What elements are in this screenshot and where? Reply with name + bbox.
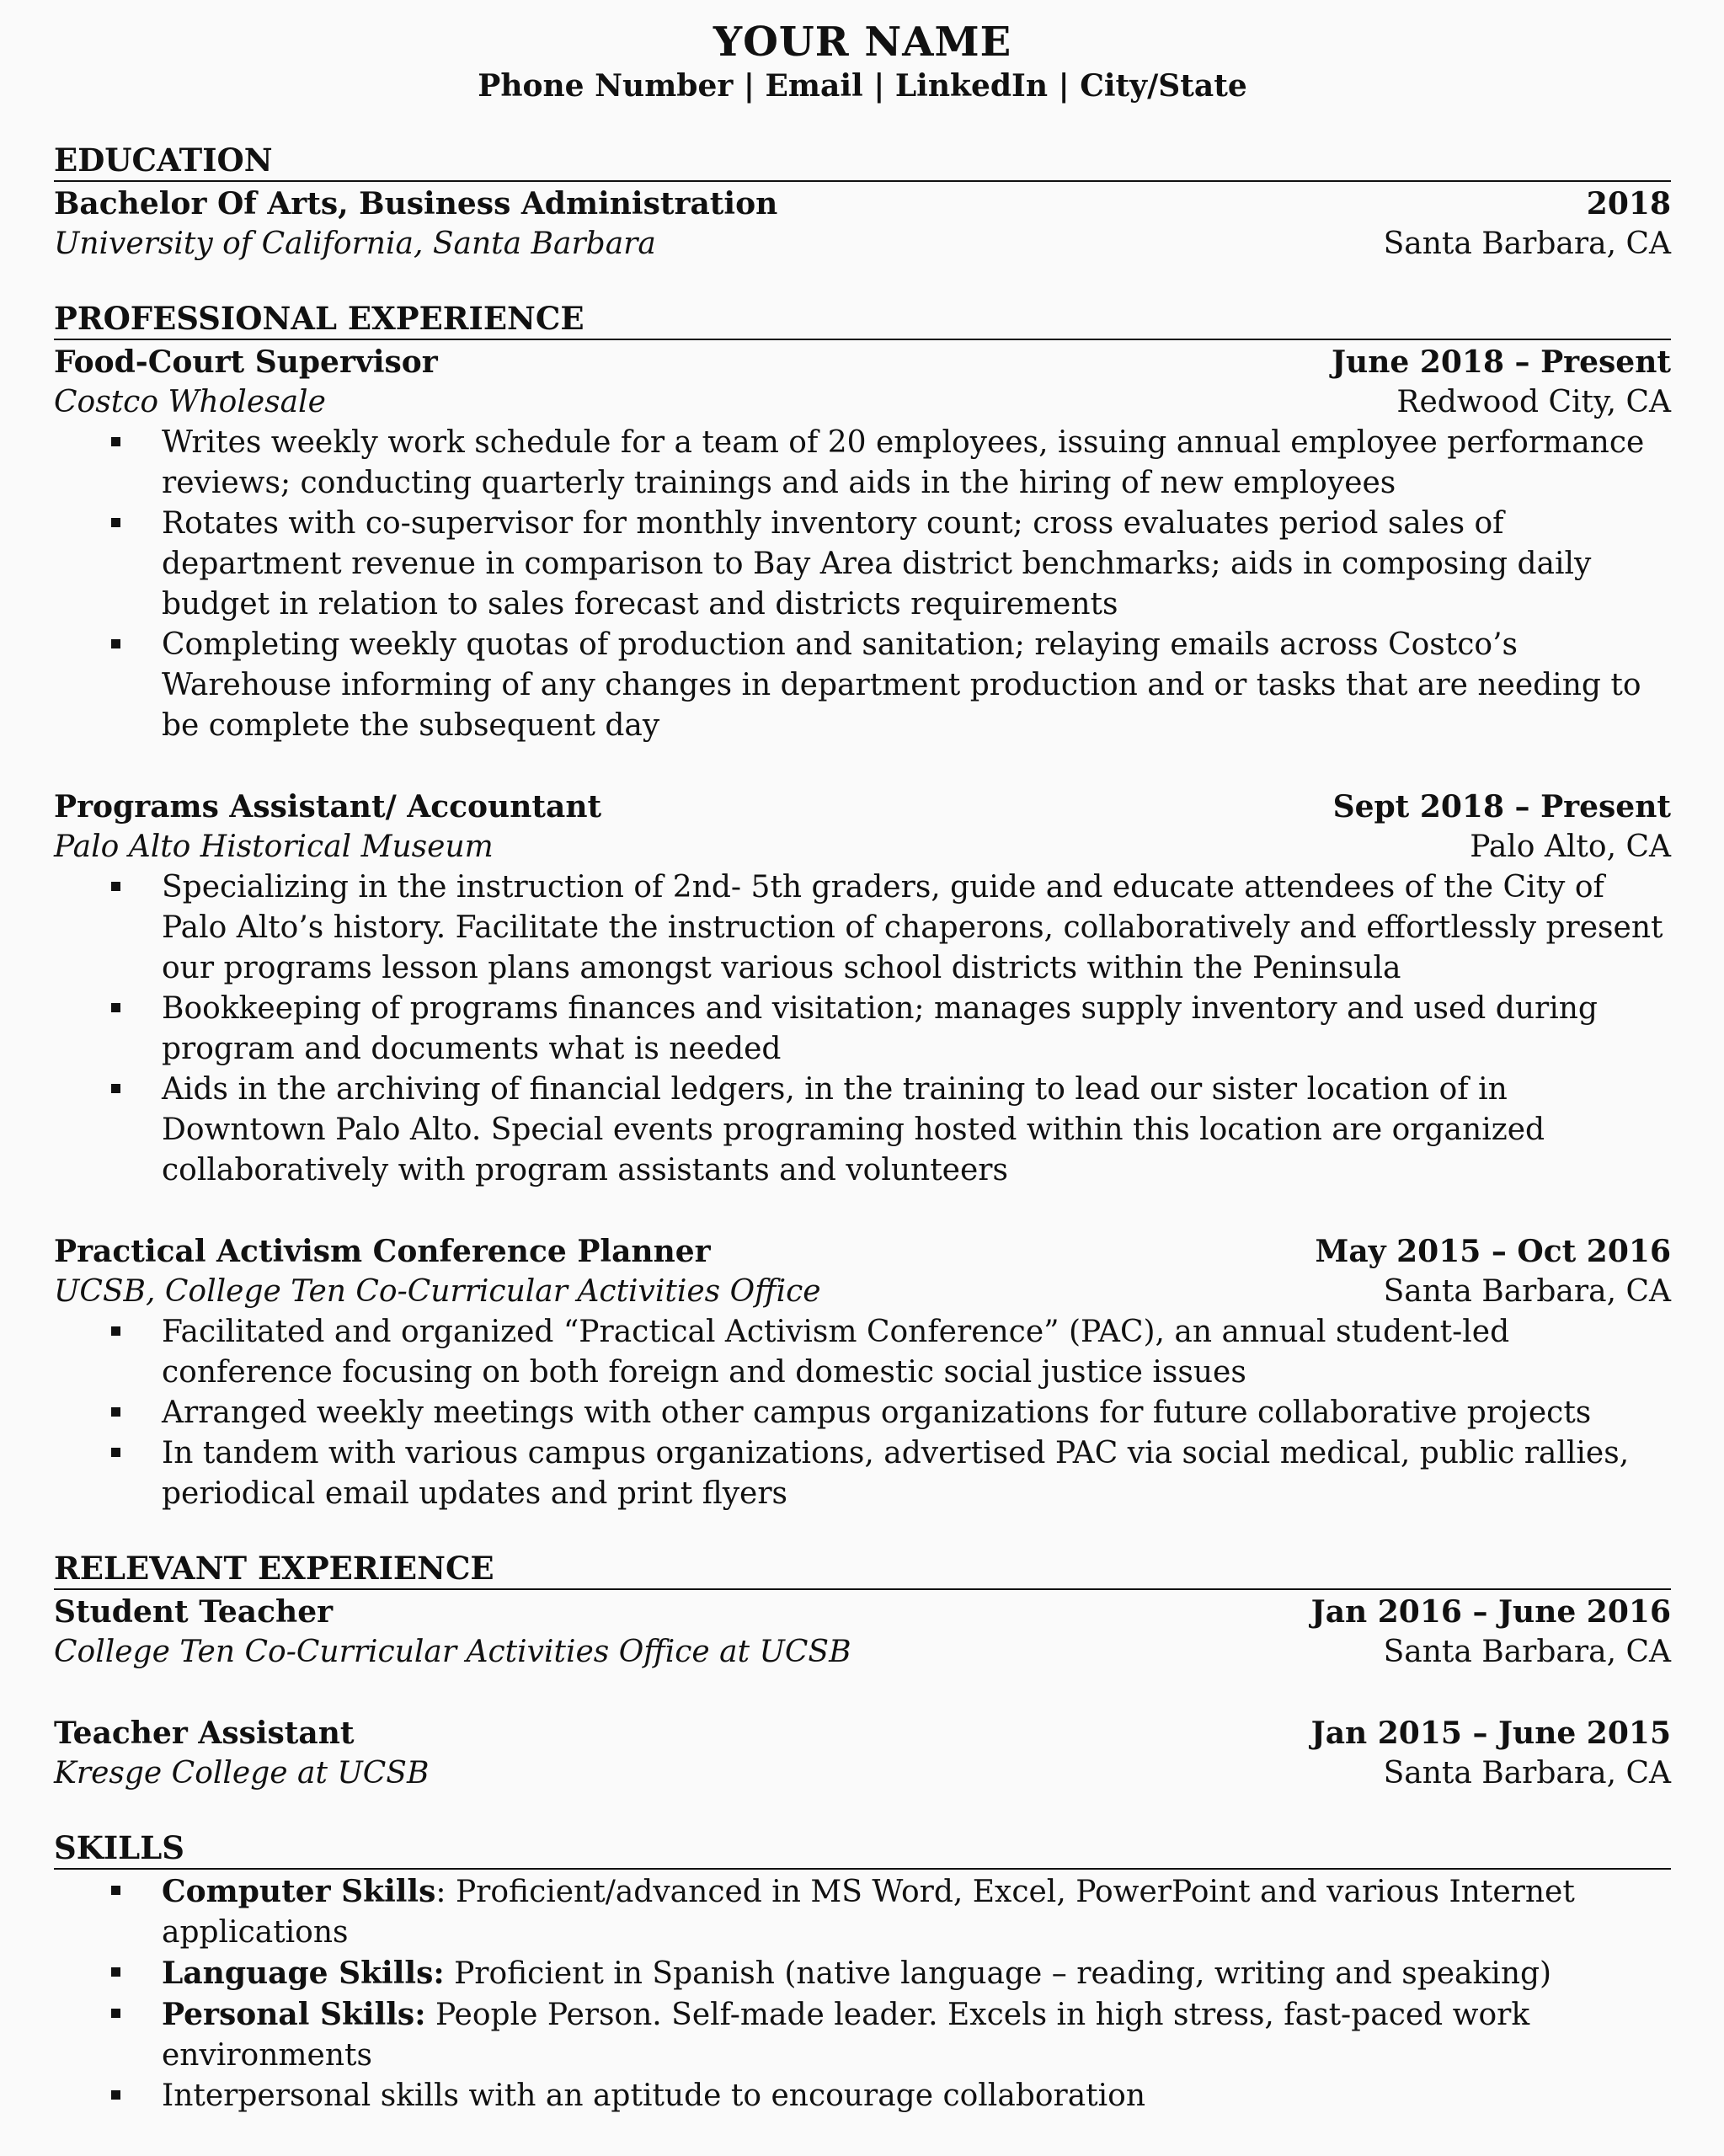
job-org-row (54, 1753, 1671, 1794)
bullet-square-icon (111, 2009, 120, 2018)
bullet-square-icon (111, 437, 120, 446)
job-title-row (54, 1231, 1671, 1272)
bullet-square-icon (111, 518, 120, 527)
bullet-item (54, 1393, 1671, 1433)
bullet-item (54, 867, 1671, 989)
job-title-row (54, 1713, 1671, 1753)
bullet-text: Aids in the archiving of financial ledgers, in the training to lead our sister location of in Downtown Palo Alto. Special events programing hosted within this location are organized collaboratively with program assistants and volunteers (162, 1072, 1545, 1187)
job-title-row (54, 342, 1671, 382)
job-bullets (54, 867, 1671, 1191)
job-dates: Sept 2018 – Present (1332, 789, 1671, 825)
skill-item (54, 1871, 1671, 1953)
skill-label: Personal Skills: (162, 1997, 426, 2032)
professional-experience-section (54, 298, 1671, 1514)
resume-header (54, 19, 1671, 106)
job-entry (54, 342, 1671, 746)
bullet-item (54, 423, 1671, 504)
skill-text: Interpersonal skills with an aptitude to encourage collaboration (162, 2079, 1146, 2113)
bullet-square-icon (111, 882, 120, 891)
job-organization: UCSB, College Ten Co-Curricular Activities Office (54, 1274, 821, 1309)
bullet-square-icon (111, 1407, 120, 1417)
section-title-skills: SKILLS (54, 1828, 1671, 1870)
bullet-square-icon (111, 1886, 120, 1895)
job-role: Student Teacher (54, 1594, 334, 1630)
bullet-square-icon (111, 1084, 120, 1093)
job-location: Santa Barbara, CA (1383, 1274, 1671, 1309)
bullet-square-icon (111, 2090, 120, 2100)
job-role: Practical Activism Conference Planner (54, 1234, 711, 1269)
skill-text: : Proficient/advanced in MS Word, Excel, PowerPoint and various Internet applications (162, 1875, 1575, 1950)
skills-list (54, 1871, 1671, 2116)
bullet-text: Rotates with co-supervisor for monthly inventory count; cross evaluates period sales of department revenue in comparison to Bay Area district benchmarks; aids in composing daily budget in relation to sales forecast and districts requirements (162, 506, 1592, 622)
job-dates: Jan 2016 – June 2016 (1310, 1594, 1671, 1630)
relevant-entry (54, 1713, 1671, 1794)
job-bullets (54, 423, 1671, 746)
skill-text: Proficient in Spanish (native language – reading, writing and speaking) (444, 1956, 1552, 1991)
section-title-education: EDUCATION (54, 140, 1671, 182)
job-location: Santa Barbara, CA (1383, 1635, 1671, 1669)
degree: Bachelor Of Arts, Business Administration (54, 186, 778, 221)
bullet-square-icon (111, 639, 120, 648)
job-org-row (54, 382, 1671, 423)
skill-item (54, 1994, 1671, 2076)
job-dates: June 2018 – Present (1332, 344, 1671, 380)
skill-label: Language Skills: (162, 1956, 445, 1991)
section-title-professional-experience: PROFESSIONAL EXPERIENCE (54, 298, 1671, 340)
bullet-text: Specializing in the instruction of 2nd- 5th graders, guide and educate attendees of the City of Palo Alto’s history. Facilitate the instruction of chaperons, collaboratively and effortlessly present our programs lesson plans amongst various school districts within the Peninsula (162, 870, 1663, 985)
bullet-square-icon (111, 1326, 120, 1336)
bullet-text: Facilitated and organized “Practical Activism Conference” (PAC), an annual student-led conference focusing on both foreign and domestic social justice issues (162, 1315, 1510, 1390)
education-section (54, 140, 1671, 264)
job-role: Teacher Assistant (54, 1716, 355, 1751)
school-location: Santa Barbara, CA (1383, 227, 1671, 261)
job-organization: Palo Alto Historical Museum (54, 830, 494, 864)
education-degree-row (54, 184, 1671, 224)
education-school-row (54, 224, 1671, 264)
school-name: University of California, Santa Barbara (54, 227, 656, 261)
skills-section (54, 1828, 1671, 2116)
job-organization: Kresge College at UCSB (54, 1756, 430, 1790)
bullet-text: Completing weekly quotas of production and sanitation; relaying emails across Costco’s Warehouse informing of any changes in department production and or tasks that are needing to be complete the subsequent day (162, 627, 1641, 743)
bullet-item (54, 625, 1671, 746)
section-title-relevant-experience: RELEVANT EXPERIENCE (54, 1548, 1671, 1590)
job-location: Palo Alto, CA (1470, 830, 1671, 864)
bullet-item (54, 989, 1671, 1070)
job-role: Programs Assistant/ Accountant (54, 789, 602, 825)
job-title-row (54, 1592, 1671, 1632)
bullet-item (54, 1070, 1671, 1191)
job-org-row (54, 827, 1671, 867)
skill-text: People Person. Self-made leader. Excels in high stress, fast-paced work environments (162, 1998, 1530, 2073)
job-location: Redwood City, CA (1396, 385, 1671, 419)
bullet-text: Bookkeeping of programs finances and visitation; manages supply inventory and used during program and documents what is needed (162, 991, 1598, 1066)
contact-line: Phone Number | Email | LinkedIn | City/State (478, 68, 1247, 104)
candidate-name: YOUR NAME (713, 19, 1012, 66)
bullet-square-icon (111, 1967, 120, 1977)
job-title-row (54, 787, 1671, 827)
bullet-item (54, 504, 1671, 625)
job-entry (54, 787, 1671, 1191)
bullet-square-icon (111, 1448, 120, 1457)
graduation-year: 2018 (1586, 186, 1671, 221)
relevant-experience-section (54, 1548, 1671, 1794)
bullet-text: Writes weekly work schedule for a team of 20 employees, issuing annual employee performance reviews; conducting quarterly trainings and aids in the hiring of new employees (162, 425, 1645, 500)
bullet-text: In tandem with various campus organizations, advertised PAC via social medical, public rallies, periodical email updates and print flyers (162, 1436, 1630, 1511)
job-location: Santa Barbara, CA (1383, 1756, 1671, 1790)
job-bullets (54, 1312, 1671, 1514)
bullet-text: Arranged weekly meetings with other campus organizations for future collaborative projects (162, 1396, 1592, 1430)
job-dates: Jan 2015 – June 2015 (1310, 1716, 1671, 1751)
skill-label: Computer Skills (162, 1874, 436, 1909)
skill-item (54, 2076, 1671, 2116)
bullet-square-icon (111, 1003, 120, 1012)
job-organization: Costco Wholesale (54, 385, 326, 419)
job-dates: May 2015 – Oct 2016 (1315, 1234, 1671, 1269)
bullet-item (54, 1312, 1671, 1393)
job-role: Food-Court Supervisor (54, 344, 438, 380)
bullet-item (54, 1433, 1671, 1514)
relevant-entry (54, 1592, 1671, 1673)
skill-item (54, 1953, 1671, 1994)
job-entry (54, 1231, 1671, 1514)
job-organization: College Ten Co-Curricular Activities Office at UCSB (54, 1635, 851, 1669)
job-org-row (54, 1632, 1671, 1673)
resume-page (54, 19, 1671, 2116)
job-org-row (54, 1272, 1671, 1312)
